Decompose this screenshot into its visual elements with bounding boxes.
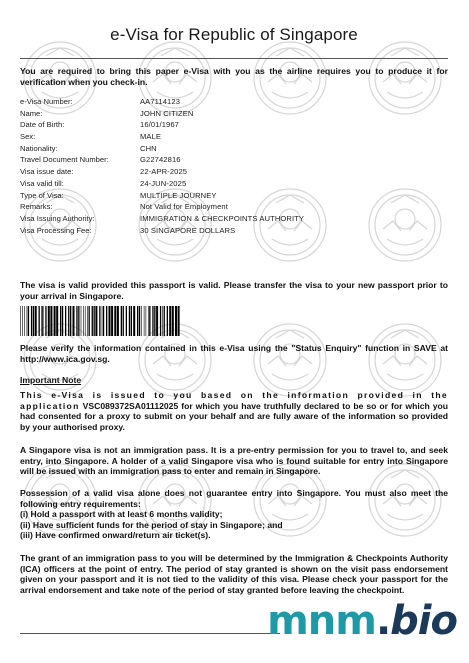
note-not-immigration-pass: A Singapore visa is not an immigration pass. It is a pre-entry permission for you to travel to, and seek entry, into Singapore. A holder of a valid Singapore visa who is found suitable for entry into Singapore will be issued with an immigration pass to enter and remain in Singapore.: [20, 445, 448, 477]
logo-main: mnm: [267, 598, 376, 644]
note-issued-basis-rest: VSC089372SA01112025 for which you have truthfully declared to be so or for which you had consented for a proxy to submit on your behalf and are fully aware of the information so provided by your authorised proxy.: [20, 400, 448, 432]
intro-note: You are required to bring this paper e-Visa with you as the airline requires you to produce it for verification when you check-in.: [20, 66, 448, 87]
field-label: Date of Birth:: [20, 120, 65, 130]
field-row: [20, 166, 448, 178]
field-value: AA7114123: [140, 97, 181, 106]
important-note-heading: Important Note: [20, 375, 82, 385]
field-row: [20, 131, 448, 143]
field-row: [20, 154, 448, 166]
field-value: 24-JUN-2025: [140, 178, 187, 188]
entry-requirement: (iii) Have confirmed onward/return air ticket(s).: [20, 530, 211, 541]
field-value: CHN: [140, 143, 157, 153]
field-value: Not Valid for Employment: [140, 202, 228, 212]
field-value: IMMIGRATION & CHECKPOINTS AUTHORITY: [140, 213, 305, 223]
field-row: [20, 143, 448, 155]
field-label: Type of Visa:: [20, 190, 64, 200]
field-label: e-Visa Number:: [20, 97, 73, 106]
field-row: [20, 213, 448, 225]
mnm-bio-watermark-logo: [267, 598, 457, 644]
field-label: Visa issue date:: [20, 167, 74, 177]
field-label: Visa valid till:: [20, 178, 64, 188]
footer-divider: [20, 633, 280, 634]
barcode: [20, 306, 181, 336]
field-row: [20, 225, 448, 237]
entry-requirement: (i) Hold a passport with at least 6 months validity;: [20, 509, 223, 520]
page-title: e-Visa for Republic of Singapore: [110, 25, 358, 44]
verify-note: Please verify the information contained in this e-Visa using the "Status Enquiry" function in SAVE at http://www.ica.gov.sg.: [20, 343, 448, 364]
field-label: Nationality:: [20, 143, 58, 153]
field-value: MULTIPLE JOURNEY: [140, 190, 217, 200]
note-immigration-pass-grant: The grant of an immigration pass to you will be determined by the Immigration & Checkpoints Authority (ICA) officers at the point of entry. The period of stay granted is shown on the visit pass endorsement given on your passport and it is not tied to the validity of this visa. Please check your passport for the arrival endorsement and take note of the period of stay granted before leaving the checkpoint.: [20, 553, 448, 595]
field-label: Visa Issuing Authority:: [20, 213, 95, 223]
note-issued-basis-line1: This e-Visa is issued to you based on the information provided in the application: [20, 390, 448, 411]
title-divider: [20, 58, 448, 59]
field-label: Name:: [20, 108, 43, 118]
field-row: [20, 108, 448, 120]
entry-requirements-list: [20, 509, 448, 541]
field-label: Visa Processing Fee:: [20, 225, 92, 235]
logo-suffix: bio: [390, 598, 457, 644]
field-value: 22-APR-2025: [140, 167, 188, 177]
field-value: MALE: [140, 132, 162, 142]
field-row: [20, 119, 448, 131]
field-row: [20, 201, 448, 213]
field-label: Travel Document Number:: [20, 155, 109, 165]
field-row: [20, 190, 448, 202]
field-value: G22742816: [140, 155, 181, 165]
transfer-note: The visa is valid provided this passport is valid. Please transfer the visa to your new passport prior to your arrival in Singapore.: [20, 280, 448, 301]
field-value: JOHN CITIZEN: [140, 108, 194, 118]
field-value: 16/01/1967: [140, 120, 180, 130]
field-row: [20, 96, 448, 108]
logo-dot: .: [375, 598, 391, 644]
field-row: [20, 178, 448, 190]
field-value: 30 SINGAPORE DOLLARS: [140, 225, 236, 235]
field-label: Remarks:: [20, 202, 53, 212]
note-entry-requirements: [20, 488, 448, 541]
entry-requirement: (ii) Have sufficient funds for the period of stay in Singapore; and: [20, 519, 283, 530]
field-label: Sex:: [20, 132, 36, 142]
note-issued-basis: [20, 390, 448, 432]
entry-requirements-intro: Possession of a valid visa alone does not guarantee entry into Singapore. You must also meet the following entry requirements:: [20, 488, 448, 509]
visa-details: [20, 96, 448, 236]
